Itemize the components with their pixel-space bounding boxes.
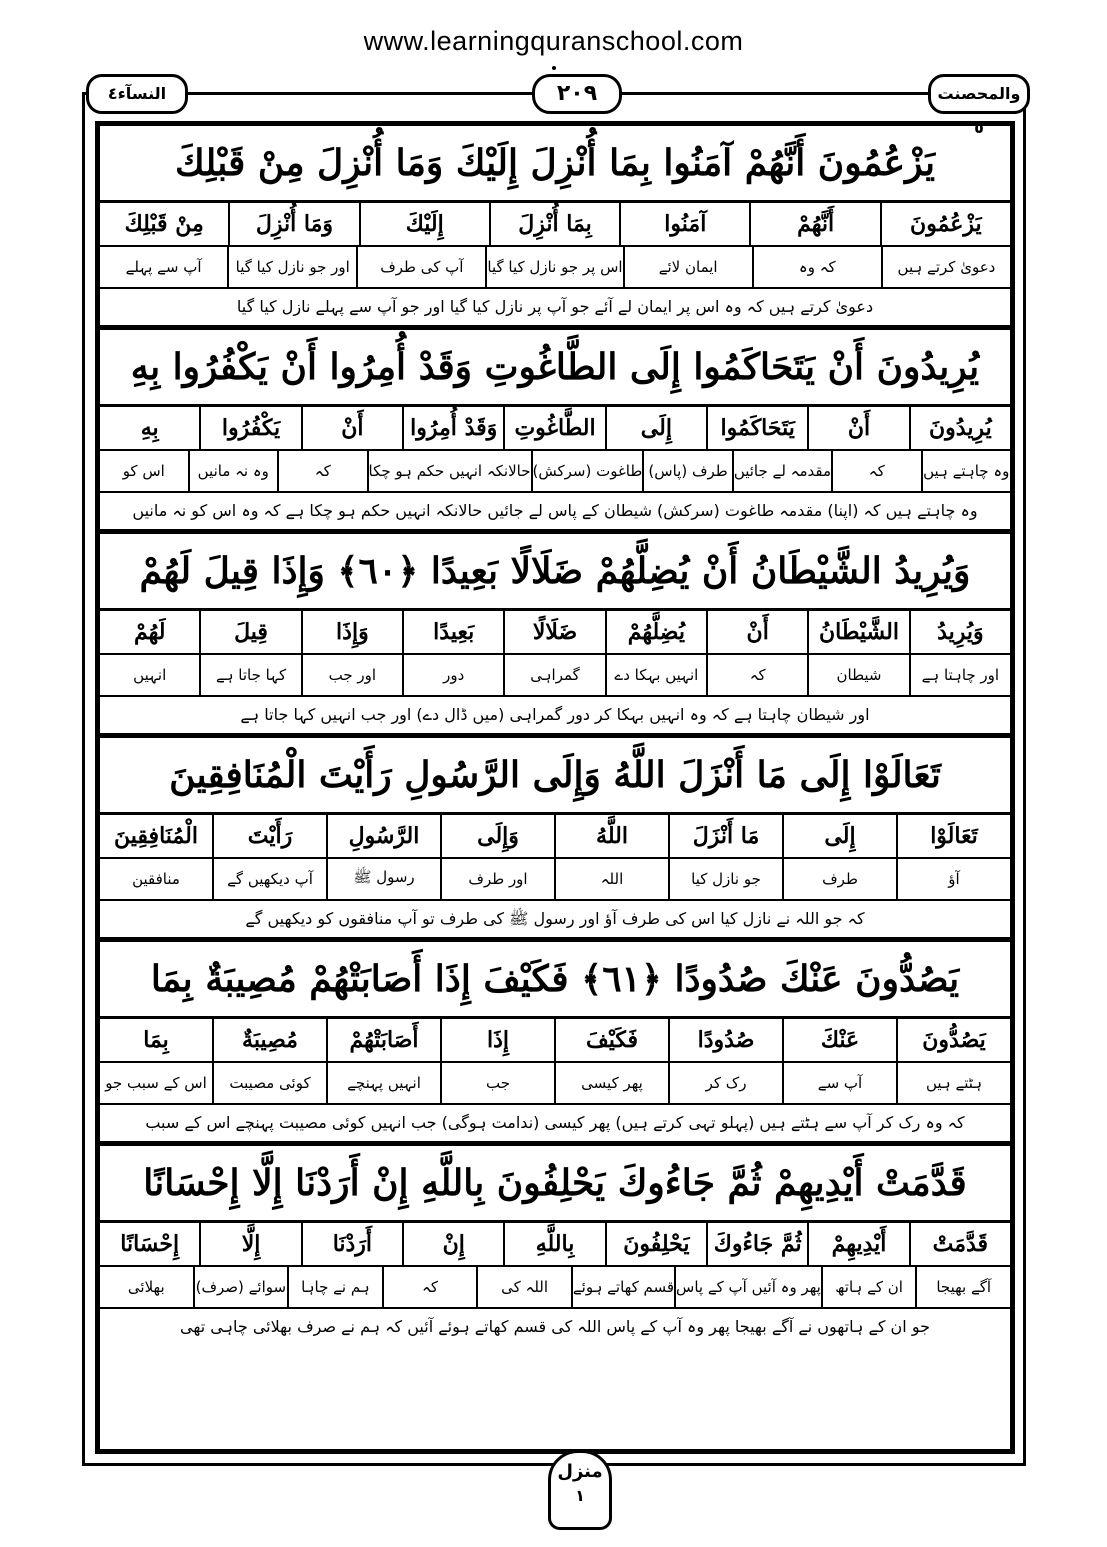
arabic-word-cell: إِذَا bbox=[440, 1019, 554, 1061]
urdu-meaning-cell: آؤ bbox=[896, 859, 1010, 899]
verse-table bbox=[95, 121, 1015, 1454]
ayah-text: يَصُدُّونَ عَنْكَ صُدُودًا ﴿٦١﴾ فَكَيْفَ إِذَا أَصَابَتْهُمْ مُصِيبَةٌ بِمَا bbox=[100, 942, 1010, 1019]
urdu-meaning-cell: جب bbox=[440, 1063, 554, 1103]
arabic-word-cell: مُصِيبَةٌ bbox=[212, 1019, 326, 1061]
urdu-translation: اور شیطان چاہتا ہے کہ وہ انہیں بہکا کر دور گمراہی (میں ڈال دے) اور جب انہیں کہا جاتا ہے bbox=[100, 697, 1010, 738]
ayah-text: يَزْعُمُونَ أَنَّهُمْ آمَنُوا بِمَا أُنْزِلَ إِلَيْكَ وَمَا أُنْزِلَ مِنْ قَبْلِكَ bbox=[100, 126, 1010, 203]
arabic-word-cell: أَنَّهُمْ bbox=[749, 203, 879, 245]
urdu-meaning-cell: اس کو bbox=[122, 462, 165, 480]
urdu-meaning-cell: جو نازل کیا bbox=[668, 859, 782, 899]
arabic-word-cell: إِنْ bbox=[402, 1223, 503, 1265]
arabic-word-cell: يُرِيدُونَ bbox=[909, 407, 1010, 449]
arabic-word-cell: وَقَدْ أُمِرُوا bbox=[402, 407, 503, 449]
manzil-marker bbox=[548, 1450, 612, 1530]
urdu-translation: وہ چاہتے ہیں کہ (اپنا) مقدمہ طاغوت (سرکش) شیطان کے پاس لے جائیں حالانکہ انہیں حکم ہو چکا ہے کہ وہ اس کو نہ مانیں bbox=[100, 493, 1010, 534]
urdu-meaning-cell: اور جو نازل کیا گیا bbox=[227, 247, 356, 287]
ayah-text: يُرِيدُونَ أَنْ يَتَحَاكَمُوا إِلَى الطَّاغُوتِ وَقَدْ أُمِرُوا أَنْ يَكْفُرُوا بِهِ bbox=[100, 330, 1010, 407]
arabic-word-cell: تَعَالَوْا bbox=[896, 815, 1010, 857]
manzil-number: ۱ bbox=[575, 1486, 585, 1505]
urdu-meaning-cell: گمراہی bbox=[503, 655, 604, 695]
site-url: www.learningquranschool.com bbox=[363, 26, 744, 56]
urdu-meaning-cell: انہیں bbox=[133, 666, 167, 684]
manzil-label: منزل bbox=[557, 1461, 603, 1482]
arabic-word-cell: بِاللَّهِ bbox=[503, 1223, 604, 1265]
word-row bbox=[100, 1019, 1010, 1063]
urdu-meaning-cell: پھر وہ آئیں آپ کے پاس bbox=[674, 1267, 821, 1307]
arabic-word-cell: يَصُدُّونَ bbox=[896, 1019, 1010, 1061]
meaning-row bbox=[100, 451, 1010, 493]
page-header bbox=[86, 74, 1030, 137]
urdu-meaning-cell: بھلائی bbox=[127, 1278, 165, 1296]
arabic-word-cell: ضَلَالًا bbox=[503, 611, 604, 653]
arabic-word-cell: يَكْفُرُوا bbox=[199, 407, 300, 449]
urdu-meaning-cell: دور bbox=[402, 655, 503, 695]
word-row bbox=[100, 407, 1010, 451]
urdu-meaning-cell: ہٹتے ہیں bbox=[896, 1063, 1010, 1103]
urdu-meaning-cell: کوئی مصیبت bbox=[212, 1063, 326, 1103]
arabic-word-cell: يَحْلِفُونَ bbox=[605, 1223, 706, 1265]
urdu-translation: دعویٰ کرتے ہیں کہ وہ اس پر ایمان لے آئے جو آپ پر نازل کیا گیا اور جو آپ سے پہلے نازل کیا گیا bbox=[100, 289, 1010, 330]
urdu-meaning-cell: مقدمہ لے جائیں bbox=[732, 451, 831, 491]
urdu-meaning-cell: منافقین bbox=[132, 870, 180, 888]
arabic-word-cell: أَرَدْنَا bbox=[301, 1223, 402, 1265]
arabic-word-cell: أَيْدِيهِمْ bbox=[807, 1223, 908, 1265]
arabic-word-cell: ثُمَّ جَاءُوكَ bbox=[706, 1223, 807, 1265]
arabic-word-cell: فَكَيْفَ bbox=[554, 1019, 668, 1061]
arabic-word-cell: اللَّهُ bbox=[554, 815, 668, 857]
arabic-word-cell: الطَّاغُوتِ bbox=[503, 407, 604, 449]
urdu-meaning-cell: اور چاہتا ہے bbox=[909, 655, 1010, 695]
arabic-word-cell: آمَنُوا bbox=[619, 203, 749, 245]
arabic-word-cell: صُدُودًا bbox=[668, 1019, 782, 1061]
arabic-word-cell: لَهُمْ bbox=[133, 619, 166, 645]
urdu-translation: کہ وہ رک کر آپ سے ہٹتے ہیں (پہلو تہی کرتے ہیں) پھر کیسی (ندامت ہوگی) جب انہیں کوئی مصیبت پہنچے اس کے سبب bbox=[100, 1105, 1010, 1146]
meaning-row bbox=[100, 1063, 1010, 1105]
urdu-meaning-cell: ہم نے چاہا bbox=[287, 1267, 382, 1307]
arabic-word-cell: بِهِ bbox=[140, 415, 159, 441]
word-row bbox=[100, 203, 1010, 247]
ayah-text: قَدَّمَتْ أَيْدِيهِمْ ثُمَّ جَاءُوكَ يَحْلِفُونَ بِاللَّهِ إِنْ أَرَدْنَا إِلَّا إِحْسَانًا bbox=[100, 1146, 1010, 1223]
urdu-meaning-cell: کہ bbox=[277, 451, 367, 491]
arabic-word-cell: عَنْكَ bbox=[782, 1019, 896, 1061]
arabic-word-cell: أَنْ bbox=[301, 407, 402, 449]
arabic-word-cell: قَدَّمَتْ bbox=[909, 1223, 1010, 1265]
urdu-meaning-cell: کہ bbox=[706, 655, 807, 695]
urdu-meaning-cell: رک کر bbox=[668, 1063, 782, 1103]
arabic-word-cell: مَا أَنْزَلَ bbox=[668, 815, 782, 857]
arabic-word-cell: وَمَا أُنْزِلَ bbox=[228, 203, 358, 245]
urdu-meaning-cell: سوائے (صرف) bbox=[193, 1267, 288, 1307]
urdu-translation: کہ جو اللہ نے نازل کیا اس کی طرف آؤ اور رسول ﷺ کی طرف تو آپ منافقوں کو دیکھیں گے bbox=[100, 901, 1010, 942]
ayah-text: وَيُرِيدُ الشَّيْطَانُ أَنْ يُضِلَّهُمْ ضَلَالًا بَعِيدًا ﴿٦٠﴾ وَإِذَا قِيلَ لَهُمْ bbox=[100, 534, 1010, 611]
meaning-row bbox=[100, 1267, 1010, 1309]
arabic-word-cell: قِيلَ bbox=[199, 611, 300, 653]
verse-block bbox=[100, 534, 1010, 738]
urdu-meaning-cell: کہا جاتا ہے bbox=[199, 655, 300, 695]
arabic-word-cell: بِمَا أُنْزِلَ bbox=[489, 203, 619, 245]
arabic-word-cell: مِنْ قَبْلِكَ bbox=[124, 211, 204, 237]
urdu-translation: جو ان کے ہاتھوں نے آگے بھیجا پھر وہ آپ کے پاس اللہ کی قسم کھاتے ہوئے آئیں کہ ہم نے صرف بھلائی چاہی تھی bbox=[180, 1317, 930, 1336]
arabic-word-cell: إِلَى bbox=[605, 407, 706, 449]
urdu-meaning-cell: اس پر جو نازل کیا گیا bbox=[485, 247, 622, 287]
urdu-meaning-cell: طاغوت (سرکش) bbox=[531, 451, 643, 491]
urdu-meaning-cell: آپ سے bbox=[782, 1063, 896, 1103]
urdu-meaning-cell: انہیں پہنچے bbox=[326, 1063, 440, 1103]
surah-name-label: النسآء٤ bbox=[86, 74, 188, 114]
arabic-word-cell: يُضِلَّهُمْ bbox=[605, 611, 706, 653]
arabic-word-cell: بَعِيدًا bbox=[402, 611, 503, 653]
verse-block bbox=[100, 126, 1010, 330]
arabic-word-cell: إِلَّا bbox=[199, 1223, 300, 1265]
urdu-meaning-cell: اور طرف bbox=[440, 859, 554, 899]
verse-block bbox=[100, 738, 1010, 942]
urdu-meaning-cell: شیطان bbox=[807, 655, 908, 695]
urdu-meaning-cell: اللہ کی bbox=[476, 1267, 571, 1307]
arabic-word-cell: وَيُرِيدُ bbox=[909, 611, 1010, 653]
urdu-meaning-cell: آگے بھیجا bbox=[915, 1267, 1010, 1307]
arabic-word-cell: يَتَحَاكَمُوا bbox=[706, 407, 807, 449]
word-row bbox=[100, 815, 1010, 859]
verse-block bbox=[100, 942, 1010, 1146]
urdu-meaning-cell: اور جب bbox=[301, 655, 402, 695]
arabic-word-cell: إِحْسَانًا bbox=[120, 1231, 180, 1257]
ink-dot bbox=[552, 66, 556, 70]
urdu-meaning-cell: کہ وہ bbox=[752, 247, 881, 287]
urdu-meaning-cell: وہ نہ مانیں bbox=[188, 451, 278, 491]
arabic-word-cell: الرَّسُولِ bbox=[326, 815, 440, 857]
urdu-meaning-cell: آپ سے پہلے bbox=[125, 258, 202, 276]
urdu-meaning-cell: انہیں بہکا دے bbox=[605, 655, 706, 695]
arabic-word-cell: وَإِذَا bbox=[301, 611, 402, 653]
urdu-meaning-cell: طرف bbox=[782, 859, 896, 899]
word-row bbox=[100, 611, 1010, 655]
arabic-word-cell: إِلَى bbox=[782, 815, 896, 857]
urdu-meaning-cell: وہ چاہتے ہیں bbox=[921, 451, 1011, 491]
arabic-word-cell: أَنْ bbox=[807, 407, 908, 449]
page-number: ۲۰۹ bbox=[532, 74, 622, 114]
arabic-word-cell: رَأَيْتَ bbox=[212, 815, 326, 857]
urdu-meaning-cell: حالانکہ انہیں حکم ہو چکا bbox=[367, 451, 531, 491]
arabic-word-cell: الْمُنَافِقِينَ bbox=[114, 823, 198, 849]
arabic-word-cell: الشَّيْطَانُ bbox=[807, 611, 908, 653]
arabic-word-cell: أَنْ bbox=[706, 611, 807, 653]
urdu-meaning-cell: کہ bbox=[382, 1267, 477, 1307]
urdu-meaning-cell: رسول ﷺ bbox=[326, 859, 440, 899]
meaning-row bbox=[100, 655, 1010, 697]
arabic-word-cell: إِلَيْكَ bbox=[359, 203, 489, 245]
urdu-meaning-cell: آپ دیکھیں گے bbox=[212, 859, 326, 899]
arabic-word-cell: أَصَابَتْهُمْ bbox=[326, 1019, 440, 1061]
arabic-word-cell: بِمَا bbox=[143, 1027, 169, 1053]
urdu-meaning-cell: ایمان لائے bbox=[623, 247, 752, 287]
ayah-text: تَعَالَوْا إِلَى مَا أَنْزَلَ اللَّهُ وَإِلَى الرَّسُولِ رَأَيْتَ الْمُنَافِقِينَ bbox=[100, 738, 1010, 815]
urdu-meaning-cell: قسم کھاتے ہوئے bbox=[571, 1267, 674, 1307]
arabic-word-cell: وَإِلَى bbox=[440, 815, 554, 857]
urdu-meaning-cell: ان کے ہاتھ bbox=[821, 1267, 916, 1307]
meaning-row bbox=[100, 247, 1010, 289]
juz-name-label: والمحصنت ٥ bbox=[928, 74, 1030, 114]
verse-block bbox=[100, 330, 1010, 534]
urdu-meaning-cell: اس کے سبب جو bbox=[105, 1074, 207, 1092]
verse-block bbox=[100, 1146, 1010, 1345]
urdu-meaning-cell: کہ bbox=[831, 451, 921, 491]
arabic-word-cell: يَزْعُمُونَ bbox=[880, 203, 1010, 245]
meaning-row bbox=[100, 859, 1010, 901]
word-row bbox=[100, 1223, 1010, 1267]
urdu-meaning-cell: دعویٰ کرتے ہیں bbox=[881, 247, 1010, 287]
urdu-meaning-cell: پھر کیسی bbox=[554, 1063, 668, 1103]
urdu-meaning-cell: آپ کی طرف bbox=[356, 247, 485, 287]
urdu-meaning-cell: طرف (پاس) bbox=[642, 451, 732, 491]
urdu-meaning-cell: اللہ bbox=[554, 859, 668, 899]
